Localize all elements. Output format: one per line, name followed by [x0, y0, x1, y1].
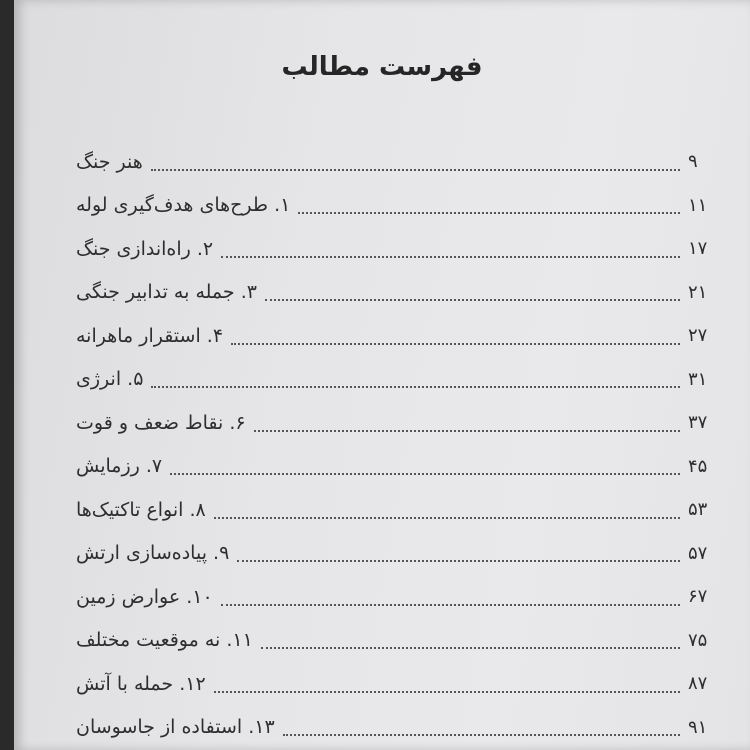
toc-entry-page: ۱۷ — [688, 238, 708, 260]
toc-entry-title: ۴. استقرار ماهرانه — [76, 324, 224, 347]
toc-entry-title: هنر جنگ — [76, 150, 143, 173]
toc-entry — [76, 271, 722, 315]
table-of-contents — [76, 140, 722, 749]
toc-entry — [76, 662, 722, 706]
toc-entry-page: ۲۷ — [688, 325, 708, 347]
dot-leader — [283, 734, 680, 736]
toc-entry — [76, 227, 722, 271]
toc-entry-title: ۱۳. استفاده از جاسوسان — [76, 716, 275, 739]
toc-entry-title: ۷. رزمایش — [76, 455, 163, 478]
toc-entry — [76, 140, 722, 184]
dot-leader — [214, 517, 680, 519]
dot-leader — [298, 212, 680, 214]
dot-leader — [231, 343, 680, 345]
toc-entry — [76, 619, 722, 663]
toc-entry-title: ۸. انواع تاکتیک‌ها — [76, 498, 206, 521]
dot-leader — [151, 386, 680, 388]
toc-entry-page: ۵۷ — [688, 542, 708, 564]
toc-entry — [76, 532, 722, 576]
toc-entry — [76, 184, 722, 228]
toc-entry-page: ۷۵ — [688, 629, 708, 651]
toc-entry-title: ۵. انرژی — [76, 368, 144, 391]
toc-entry — [76, 358, 722, 402]
book-page — [14, 0, 750, 750]
toc-entry-page: ۱۱ — [688, 194, 708, 216]
dot-leader — [214, 691, 680, 693]
dot-leader — [221, 604, 680, 606]
toc-entry-page: ۴۵ — [688, 455, 708, 477]
toc-entry — [76, 706, 722, 750]
dot-leader — [221, 256, 680, 258]
toc-entry-page: ۹ — [688, 151, 698, 173]
dot-leader — [254, 430, 680, 432]
toc-entry-page: ۵۳ — [688, 499, 708, 521]
toc-entry-page: ۶۷ — [688, 586, 708, 608]
toc-entry — [76, 575, 722, 619]
dot-leader — [170, 473, 680, 475]
toc-entry — [76, 488, 722, 532]
toc-entry-title: ۶. نقاط ضعف و قوت — [76, 411, 246, 434]
dot-leader — [265, 299, 680, 301]
toc-entry-title: ۱۰. عوارض زمین — [76, 585, 213, 608]
toc-entry-page: ۹۱ — [688, 716, 708, 738]
toc-entry-title: ۹. پیاده‌سازی ارتش — [76, 542, 230, 565]
toc-entry-title: ۱۱. نه موقعیت مختلف — [76, 629, 253, 652]
toc-entry — [76, 445, 722, 489]
toc-heading: فهرست مطالب — [281, 52, 483, 82]
toc-entry-title: ۱. طرح‌های هدف‌گیری لوله — [76, 194, 291, 217]
toc-entry-page: ۸۷ — [688, 673, 708, 695]
toc-entry-title: ۱۲. حمله با آتش — [76, 672, 206, 695]
toc-entry — [76, 314, 722, 358]
toc-entry — [76, 401, 722, 445]
toc-entry-title: ۲. راه‌اندازی جنگ — [76, 237, 214, 260]
toc-entry-title: ۳. جمله به تدابیر جنگی — [76, 281, 257, 304]
dot-leader — [237, 560, 680, 562]
toc-entry-page: ۳۱ — [688, 368, 708, 390]
dot-leader — [151, 169, 680, 171]
dot-leader — [261, 647, 680, 649]
toc-entry-page: ۳۷ — [688, 412, 708, 434]
toc-entry-page: ۲۱ — [688, 281, 708, 303]
